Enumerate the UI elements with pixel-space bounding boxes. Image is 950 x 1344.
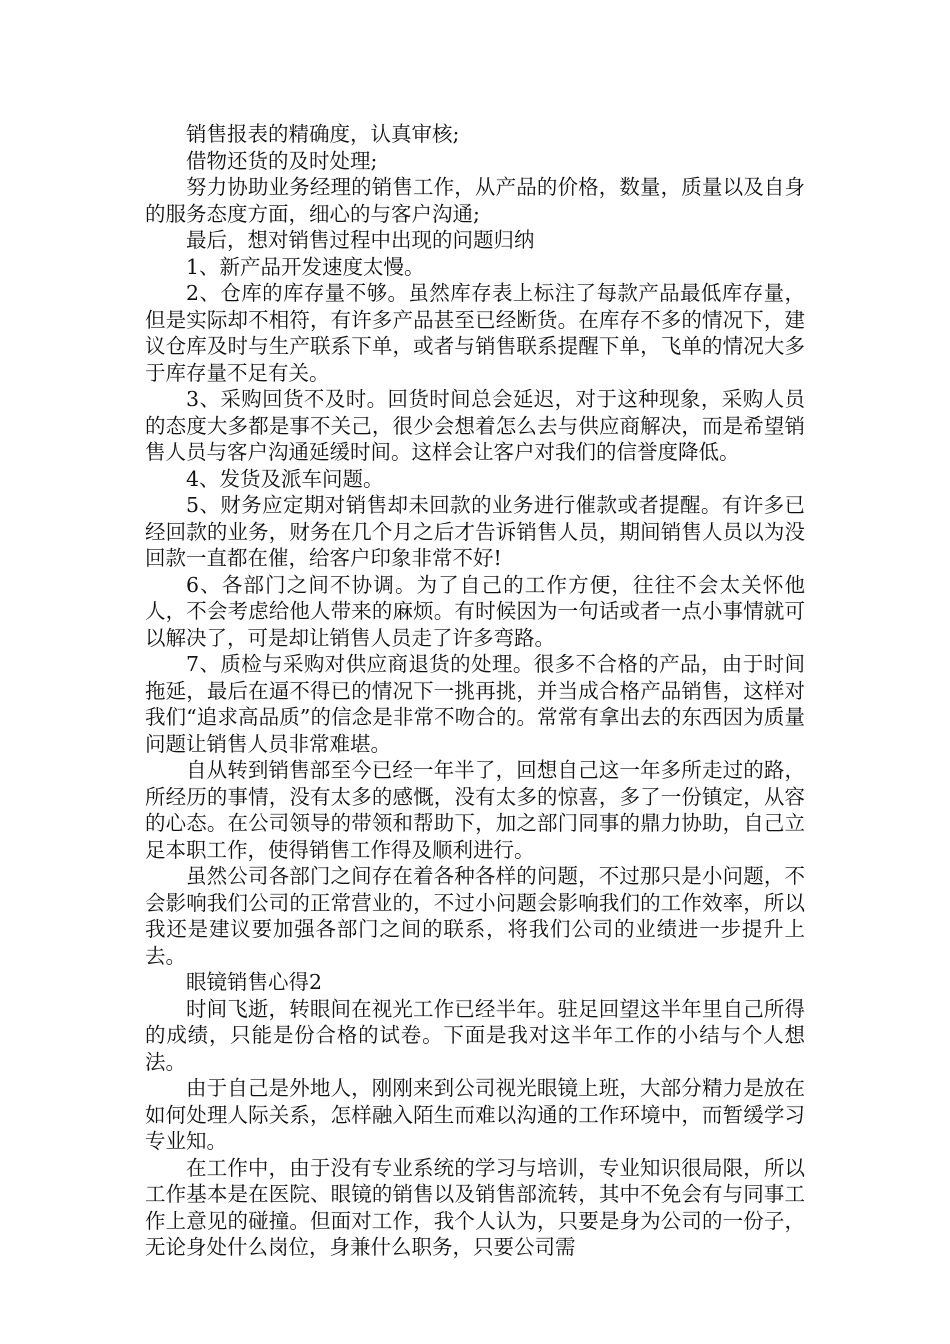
paragraph: 自从转到销售部至今已经一年半了，回想自己这一年多所走过的路，所经历的事情，没有太多的感慨，没有太多的惊喜，多了一份镇定，从容的心态。在公司领导的带领和帮助下，加之部门同事的鼎力协助，自己立足本职工作，使得销售工作得及顺利进行。 xyxy=(145,758,805,862)
paragraph: 努力协助业务经理的销售工作，从产品的价格，数量，质量以及自身的服务态度方面，细心的与客户沟通; xyxy=(145,175,805,226)
paragraph: 销售报表的精确度，认真审核; xyxy=(186,122,460,146)
list-item-7: 7、质检与采购对供应商退货的处理。很多不合格的产品，由于时间拖延，最后在逼不得已的情况下一挑再挑，并当成合格产品销售，这样对我们“追求高品质”的信念是非常不吻合的。常常有拿出去的东西因为质量问题让销售人员非常难堪。 xyxy=(145,652,805,756)
paragraph: 由于自己是外地人，刚刚来到公司视光眼镜上班，大部分精力是放在如何处理人际关系，怎样融入陌生而难以沟通的工作环境中，而暂缓学习专业知。 xyxy=(145,1076,805,1153)
list-item-3: 3、采购回货不及时。回货时间总会延迟，对于这种现象，采购人员的态度大多都是事不关己，很少会想着怎么去与供应商解决，而是希望销售人员与客户沟通延缓时间。这样会让客户对我们的信誉度降低。 xyxy=(145,387,805,464)
paragraph: 借物还货的及时处理; xyxy=(186,148,378,173)
paragraph: 时间飞逝，转眼间在视光工作已经半年。驻足回望这半年里自己所得的成绩，只能是份合格的试卷。下面是我对这半年工作的小结与个人想法。 xyxy=(145,996,805,1074)
list-item-6: 6、各部门之间不协调。为了自己的工作方便，往往不会太关怀他人，不会考虑给他人带来的麻烦。有时候因为一句话或者一点小事情就可以解决了，可是却让销售人员走了许多弯路。 xyxy=(145,572,805,650)
list-item-2: 2、仓库的库存量不够。虽然库存表上标注了每款产品最低库存量，但是实际却不相符，有许多产品甚至已经断货。在库存不多的情况下，建议仓库及时与生产联系下单，或者与销售联系提醒下单，飞单的情况大多于库存量不足有关。 xyxy=(145,281,805,385)
paragraph: 最后，想对销售过程中出现的问题归纳 xyxy=(186,228,535,252)
section-heading: 眼镜销售心得2 xyxy=(186,970,323,994)
paragraph: 在工作中，由于没有专业系统的学习与培训，专业知识很局限，所以工作基本是在医院、眼镜的销售以及销售部流转，其中不免会有与同事工作上意见的碰撞。但面对工作，我个人认为，只要是身为公司的一份子，无论身处什么岗位，身兼什么职务，只要公司需 xyxy=(145,1155,805,1259)
list-item-4: 4、发货及派车问题。 xyxy=(186,466,384,491)
document-page xyxy=(145,121,805,1261)
list-item-1: 1、新产品开发速度太慢。 xyxy=(186,254,425,279)
list-item-5: 5、财务应定期对销售却未回款的业务进行催款或者提醒。有许多已经回款的业务，财务在几个月之后才告诉销售人员，期间销售人员以为没回款一直都在催，给客户印象非常不好! xyxy=(145,493,805,570)
paragraph: 虽然公司各部门之间存在着各种各样的问题，不过那只是小问题，不会影响我们公司的正常营业的，不过小问题会影响我们的工作效率，所以我还是建议要加强各部门之间的联系，将我们公司的业绩进一步提升上去。 xyxy=(145,864,805,968)
